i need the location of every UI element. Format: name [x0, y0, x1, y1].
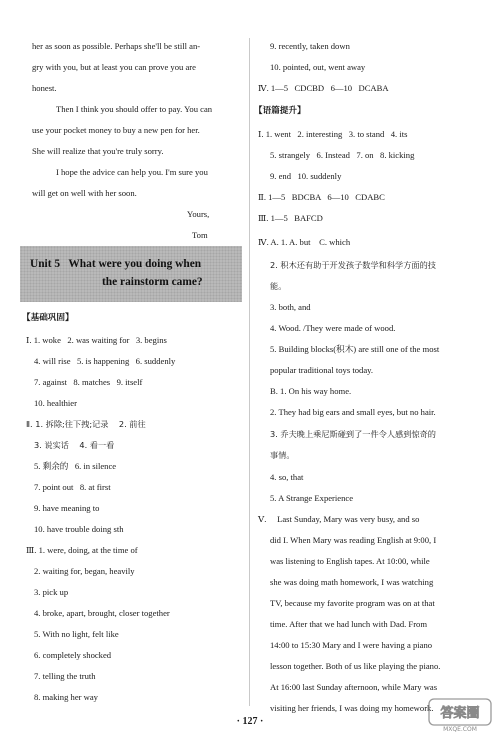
answer-line: popular traditional toys today. [270, 365, 374, 375]
answer-line: 4. will rise 5. is happening 6. suddenly [34, 356, 176, 366]
section-heading-basic: 【基础巩固】 [22, 313, 74, 323]
answer-line: 7. against 8. matches 9. itself [34, 377, 143, 387]
answer-line: 3. 乔夫晚上乘尼斯碰到了一件令人感到惊奇的 [270, 429, 436, 439]
answer-line: Ⅴ. Last Sunday, Mary was very busy, and so [258, 514, 420, 524]
unit-title [30, 255, 240, 291]
watermark-subtext: MXQE.COM [443, 726, 477, 732]
answer-line: 7. telling the truth [34, 671, 96, 681]
answer-line: time. After that we had lunch with Dad. From [270, 619, 428, 629]
letter-closing: Yours, [187, 209, 210, 219]
letter-line: gry with you, but at least you can prove you are [32, 62, 196, 72]
letter-line: I hope the advice can help you. I'm sure you [56, 167, 208, 177]
answer-line: 7. point out 8. at first [34, 482, 111, 492]
answer-line: 3. both, and [270, 302, 311, 312]
answer-line: 8. making her way [34, 692, 98, 702]
answer-line: 4. so, that [270, 472, 304, 482]
answer-line: Ⅱ. 1. 拆除;往下拽;记录 2. 前往 [26, 419, 146, 429]
answer-line: 事情。 [270, 450, 295, 460]
answer-line: lesson together. Both of us like playing the piano. [270, 661, 441, 671]
answer-line: 6. completely shocked [34, 650, 112, 660]
answer-line: 2. They had big ears and small eyes, but no hair. [270, 407, 436, 417]
answer-line: Ⅲ. 1—5 BAFCD [258, 213, 323, 223]
answer-line: 3. pick up [34, 587, 69, 597]
answer-line: 能。 [270, 281, 287, 291]
column-divider [249, 38, 250, 706]
answer-line: did I. When Mary was reading English at 9:00, I [270, 535, 437, 545]
answer-line: 10. pointed, out, went away [270, 62, 366, 72]
answer-line: B. 1. On his way home. [270, 386, 352, 396]
answer-line: visiting her friends, I was doing my homework. [270, 703, 434, 713]
watermark-graphic [428, 696, 492, 732]
watermark-logo [428, 696, 492, 732]
answer-line: 10. healthier [34, 398, 77, 408]
answer-line: 3. 说实话 4. 看一看 [34, 440, 115, 450]
letter-signature: Tom [192, 230, 208, 240]
answer-line: Ⅰ. 1. went 2. interesting 3. to stand 4. its [258, 129, 408, 139]
answer-line: Ⅳ. A. 1. A. but C. which [258, 237, 351, 247]
letter-line: her as soon as possible. Perhaps she'll be still an- [32, 41, 201, 51]
answer-line: 5. Building blocks(积木) are still one of the most [270, 344, 440, 354]
unit-banner [20, 246, 242, 302]
answer-line: 4. broke, apart, brought, closer together [34, 608, 170, 618]
answer-line: she was doing math homework, I was watching [270, 577, 434, 587]
answer-line: 9. end 10. suddenly [270, 171, 342, 181]
letter-line: will get on well with her soon. [32, 188, 137, 198]
letter-line: honest. [32, 83, 57, 93]
answer-line: 5. With no light, felt like [34, 629, 119, 639]
answer-line: TV, because my favorite program was on at that [270, 598, 435, 608]
answer-line: Ⅰ. 1. woke 2. was waiting for 3. begins [26, 335, 167, 345]
answer-line: 14:00 to 15:30 Mary and I were having a piano [270, 640, 433, 650]
answer-line: 2. 积木还有助于开发孩子数学和科学方面的技 [270, 260, 436, 270]
letter-line: She will realize that you're truly sorry. [32, 146, 164, 156]
answer-line: 9. recently, taken down [270, 41, 350, 51]
answer-line: Ⅳ. 1—5 CDCBD 6—10 DCABA [258, 83, 389, 93]
answer-line: Ⅱ. 1—5 BDCBA 6—10 CDABC [258, 192, 385, 202]
answer-line: 5. 剩余的 6. in silence [34, 461, 117, 471]
answer-line: 9. have meaning to [34, 503, 100, 513]
answer-line: At 16:00 last Sunday afternoon, while Mary was [270, 682, 438, 692]
letter-line: use your pocket money to buy a new pen for her. [32, 125, 200, 135]
answer-line: 4. Wood. /They were made of wood. [270, 323, 396, 333]
unit-title-line2: the rainstorm came? [102, 276, 203, 288]
answer-line: 5. strangely 6. Instead 7. on 8. kicking [270, 150, 415, 160]
answer-line: 10. have trouble doing sth [34, 524, 124, 534]
watermark-text: 答案圈 [440, 706, 480, 721]
section-heading-improve: 【语篇提升】 [254, 106, 306, 116]
letter-line: Then I think you should offer to pay. You can [56, 104, 213, 114]
answer-line: Ⅲ. 1. were, doing, at the time of [26, 545, 138, 555]
unit-title-line1: Unit 5 What were you doing when [30, 258, 202, 270]
answer-line: 2. waiting for, began, heavily [34, 566, 135, 576]
page-number: · 127 · [236, 716, 264, 727]
answer-line: was listening to English tapes. At 10:00, while [270, 556, 430, 566]
answer-line: 5. A Strange Experience [270, 493, 354, 503]
